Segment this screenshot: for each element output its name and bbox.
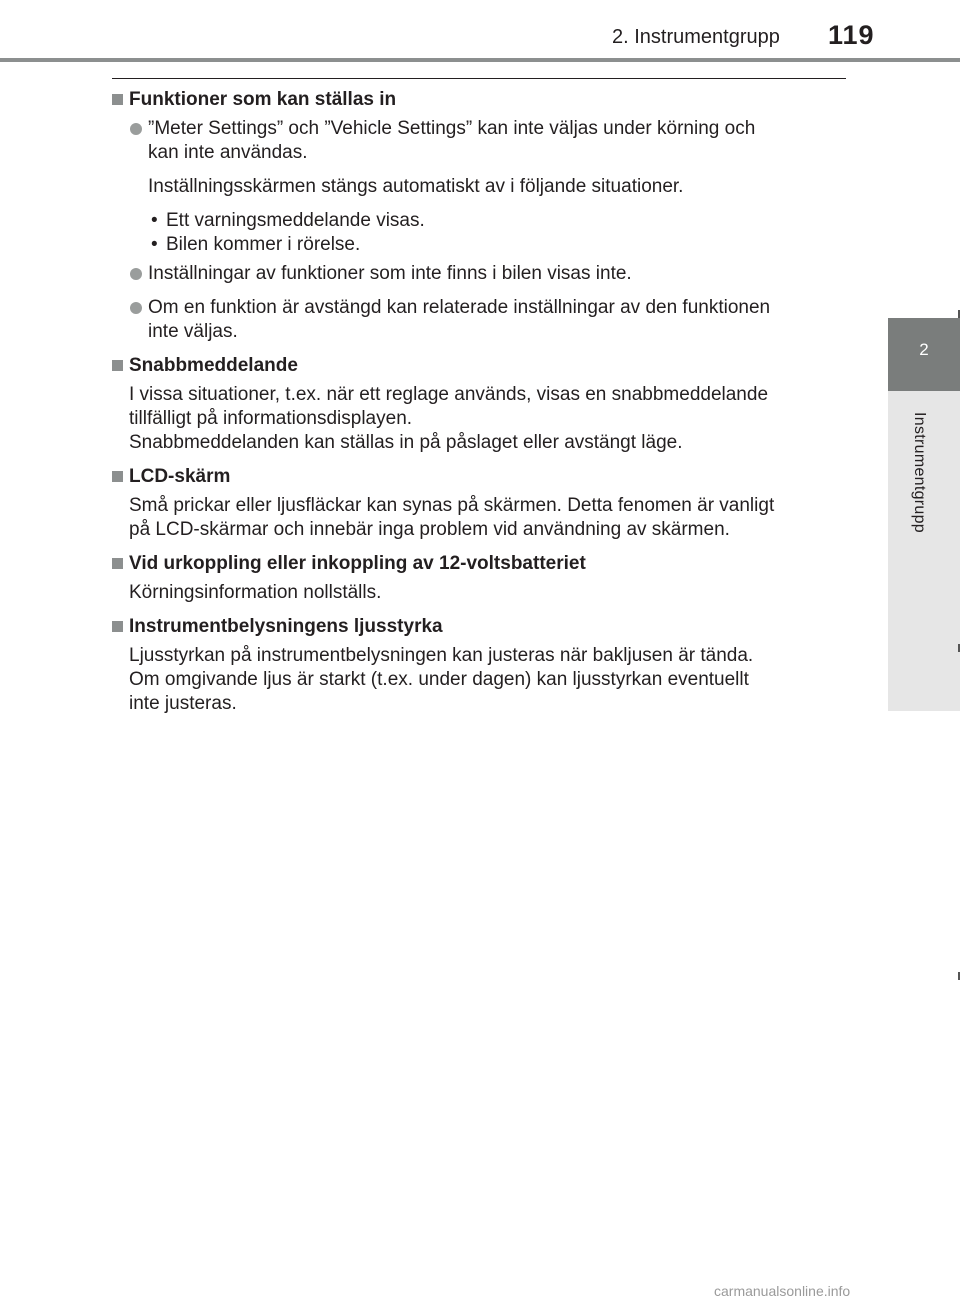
sub-list-text: Bilen kommer i rörelse.: [166, 234, 361, 255]
text-line: på LCD-skärmar och innebär inga problem vid användning av skärmen.: [129, 519, 730, 540]
text-line: Inställningar av funktioner som inte finns i bilen visas inte.: [148, 263, 632, 284]
text-line: ”Meter Settings” och ”Vehicle Settings” kan inte väljas under körning och: [148, 118, 756, 139]
paragraph: Inställningsskärmen stängs automatiskt av i följande situationer.: [148, 176, 684, 197]
circle-bullet-icon: [130, 302, 142, 314]
text-line: inte väljas.: [148, 321, 238, 342]
footer-watermark: carmanualsonline.info: [714, 1283, 851, 1299]
section-heading: [112, 552, 846, 576]
chapter-tab-label: Instrumentgrupp: [911, 412, 928, 534]
section-heading-text: LCD-skärm: [129, 466, 231, 487]
circle-bullet-icon: [130, 268, 142, 280]
text-line: Små prickar eller ljusfläckar kan synas på skärmen. Detta fenomen är vanligt: [129, 495, 775, 516]
section-heading-text: Snabbmeddelande: [129, 355, 298, 376]
paragraph: [112, 644, 846, 716]
header-bar: [0, 58, 960, 62]
sub-list-item: [112, 233, 846, 257]
paragraph: [112, 494, 846, 542]
square-bullet-icon: [112, 621, 123, 632]
square-bullet-icon: [112, 471, 123, 482]
bullet-item: [112, 117, 846, 165]
text-line: Ljusstyrkan på instrumentbelysningen kan justeras när bakljusen är tända.: [129, 645, 754, 666]
text-line: Om omgivande ljus är starkt (t.ex. under dagen) kan ljusstyrkan eventuellt: [129, 669, 749, 690]
square-bullet-icon: [112, 360, 123, 371]
paragraph: [112, 581, 846, 605]
text-line: kan inte användas.: [148, 142, 308, 163]
chapter-tab: [888, 318, 960, 391]
square-bullet-icon: [112, 94, 123, 105]
section-heading: [112, 465, 846, 489]
section-heading: [112, 88, 846, 112]
text-line: inte justeras.: [129, 693, 237, 714]
section-heading: [112, 615, 846, 639]
text-line: Körningsinformation nollställs.: [129, 582, 382, 603]
chapter-tab-number: 2: [919, 340, 929, 359]
text-line: Om en funktion är avstängd kan relaterade inställningar av den funktionen: [148, 297, 771, 318]
paragraph: [112, 383, 846, 455]
section-heading-text: Funktioner som kan ställas in: [129, 89, 397, 110]
section-heading-text: Vid urkoppling eller inkoppling av 12-voltsbatteriet: [129, 553, 586, 574]
square-bullet-icon: [112, 558, 123, 569]
section-heading-text: Instrumentbelysningens ljusstyrka: [129, 616, 443, 637]
circle-bullet-icon: [130, 123, 142, 135]
text-line: Snabbmeddelanden kan ställas in på påslaget eller avstängt läge.: [129, 432, 683, 453]
section-heading: [112, 354, 846, 378]
bullet-item: [112, 262, 846, 286]
text-line: tillfälligt på informationsdisplayen.: [129, 408, 413, 429]
dot-marker: •: [151, 210, 158, 231]
sub-list-text: Ett varningsmeddelande visas.: [166, 210, 425, 231]
chapter-title: 2. Instrumentgrupp: [612, 26, 780, 48]
content-top-rule: [112, 78, 846, 79]
sub-list-item: [112, 209, 846, 233]
page-content: [112, 88, 846, 721]
dot-marker: •: [151, 234, 158, 255]
text-line: I vissa situationer, t.ex. när ett reglage används, visas en snabbmeddelande: [129, 384, 769, 405]
page-number: 119: [828, 20, 875, 50]
bullet-item: [112, 296, 846, 344]
